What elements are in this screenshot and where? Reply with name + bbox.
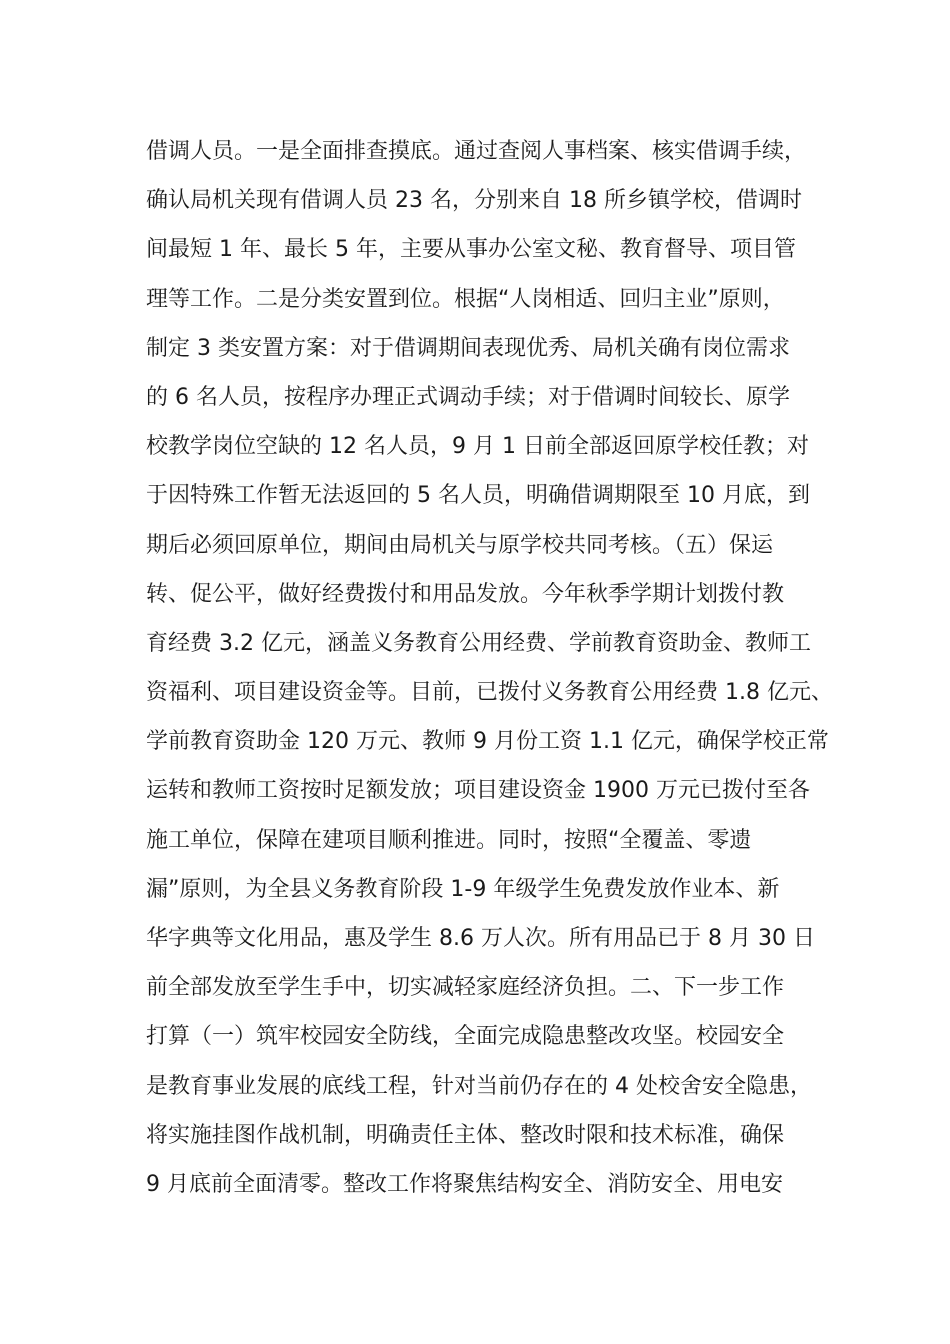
text-line: 打算（一）筑牢校园安全防线，全面完成隐患整改攻坚。校园安全 [146,1024,785,1050]
text-line: 确认局机关现有借调人员 23 名，分别来自 18 所乡镇学校，借调时 [146,188,802,214]
text-line: 于因特殊工作暂无法返回的 5 名人员，明确借调期限至 10 月底，到 [146,483,810,509]
text-line: 施工单位，保障在建项目顺利推进。同时，按照“全覆盖、零遗 [146,827,752,853]
document-body [146,132,836,1214]
text-line: 育经费 3.2 亿元，涵盖义务教育公用经费、学前教育资助金、教师工 [146,630,811,656]
text-line: 校教学岗位空缺的 12 名人员，9 月 1 日前全部返回原学校任教；对 [146,434,809,460]
text-line: 华字典等文化用品，惠及学生 8.6 万人次。所有用品已于 8 月 30 日 [146,926,815,951]
text-line: 借调人员。一是全面排查摸底。通过查阅人事档案、核实借调手续， [146,139,807,164]
text-line: 期后必须回原单位，期间由局机关与原学校共同考核。（五）保运 [146,532,774,558]
text-line: 漏”原则，为全县义务教育阶段 1-9 年级学生免费发放作业本、新 [146,876,780,902]
text-line: 的 6 名人员，按程序办理正式调动手续；对于借调时间较长、原学 [146,384,790,410]
text-line: 将实施挂图作战机制，明确责任主体、整改时限和技术标准，确保 [146,1122,785,1148]
text-line: 间最短 1 年、最长 5 年，主要从事办公室文秘、教育督导、项目管 [146,237,796,263]
text-line: 运转和教师工资按时足额发放；项目建设资金 1900 万元已拨付至各 [146,778,810,804]
text-line: 制定 3 类安置方案：对于借调期间表现优秀、局机关确有岗位需求 [146,335,790,361]
text-line: 是教育事业发展的底线工程，针对当前仍存在的 4 处校舍安全隐患， [146,1073,812,1099]
text-line: 学前教育资助金 120 万元、教师 9 月份工资 1.1 亿元，确保学校正常 [146,729,829,755]
text-line: 前全部发放至学生手中，切实减轻家庭经济负担。二、下一步工作 [146,975,785,1001]
text-line: 资福利、项目建设资金等。目前，已拨付义务教育公用经费 1.8 亿元、 [146,680,833,706]
text-line: 理等工作。二是分类安置到位。根据“人岗相适、回归主业”原则， [146,286,785,312]
text-line: 9 月底前全面清零。整改工作将聚焦结构安全、消防安全、用电安 [146,1171,783,1197]
text-line: 转、促公平，做好经费拨付和用品发放。今年秋季学期计划拨付教 [146,581,785,607]
